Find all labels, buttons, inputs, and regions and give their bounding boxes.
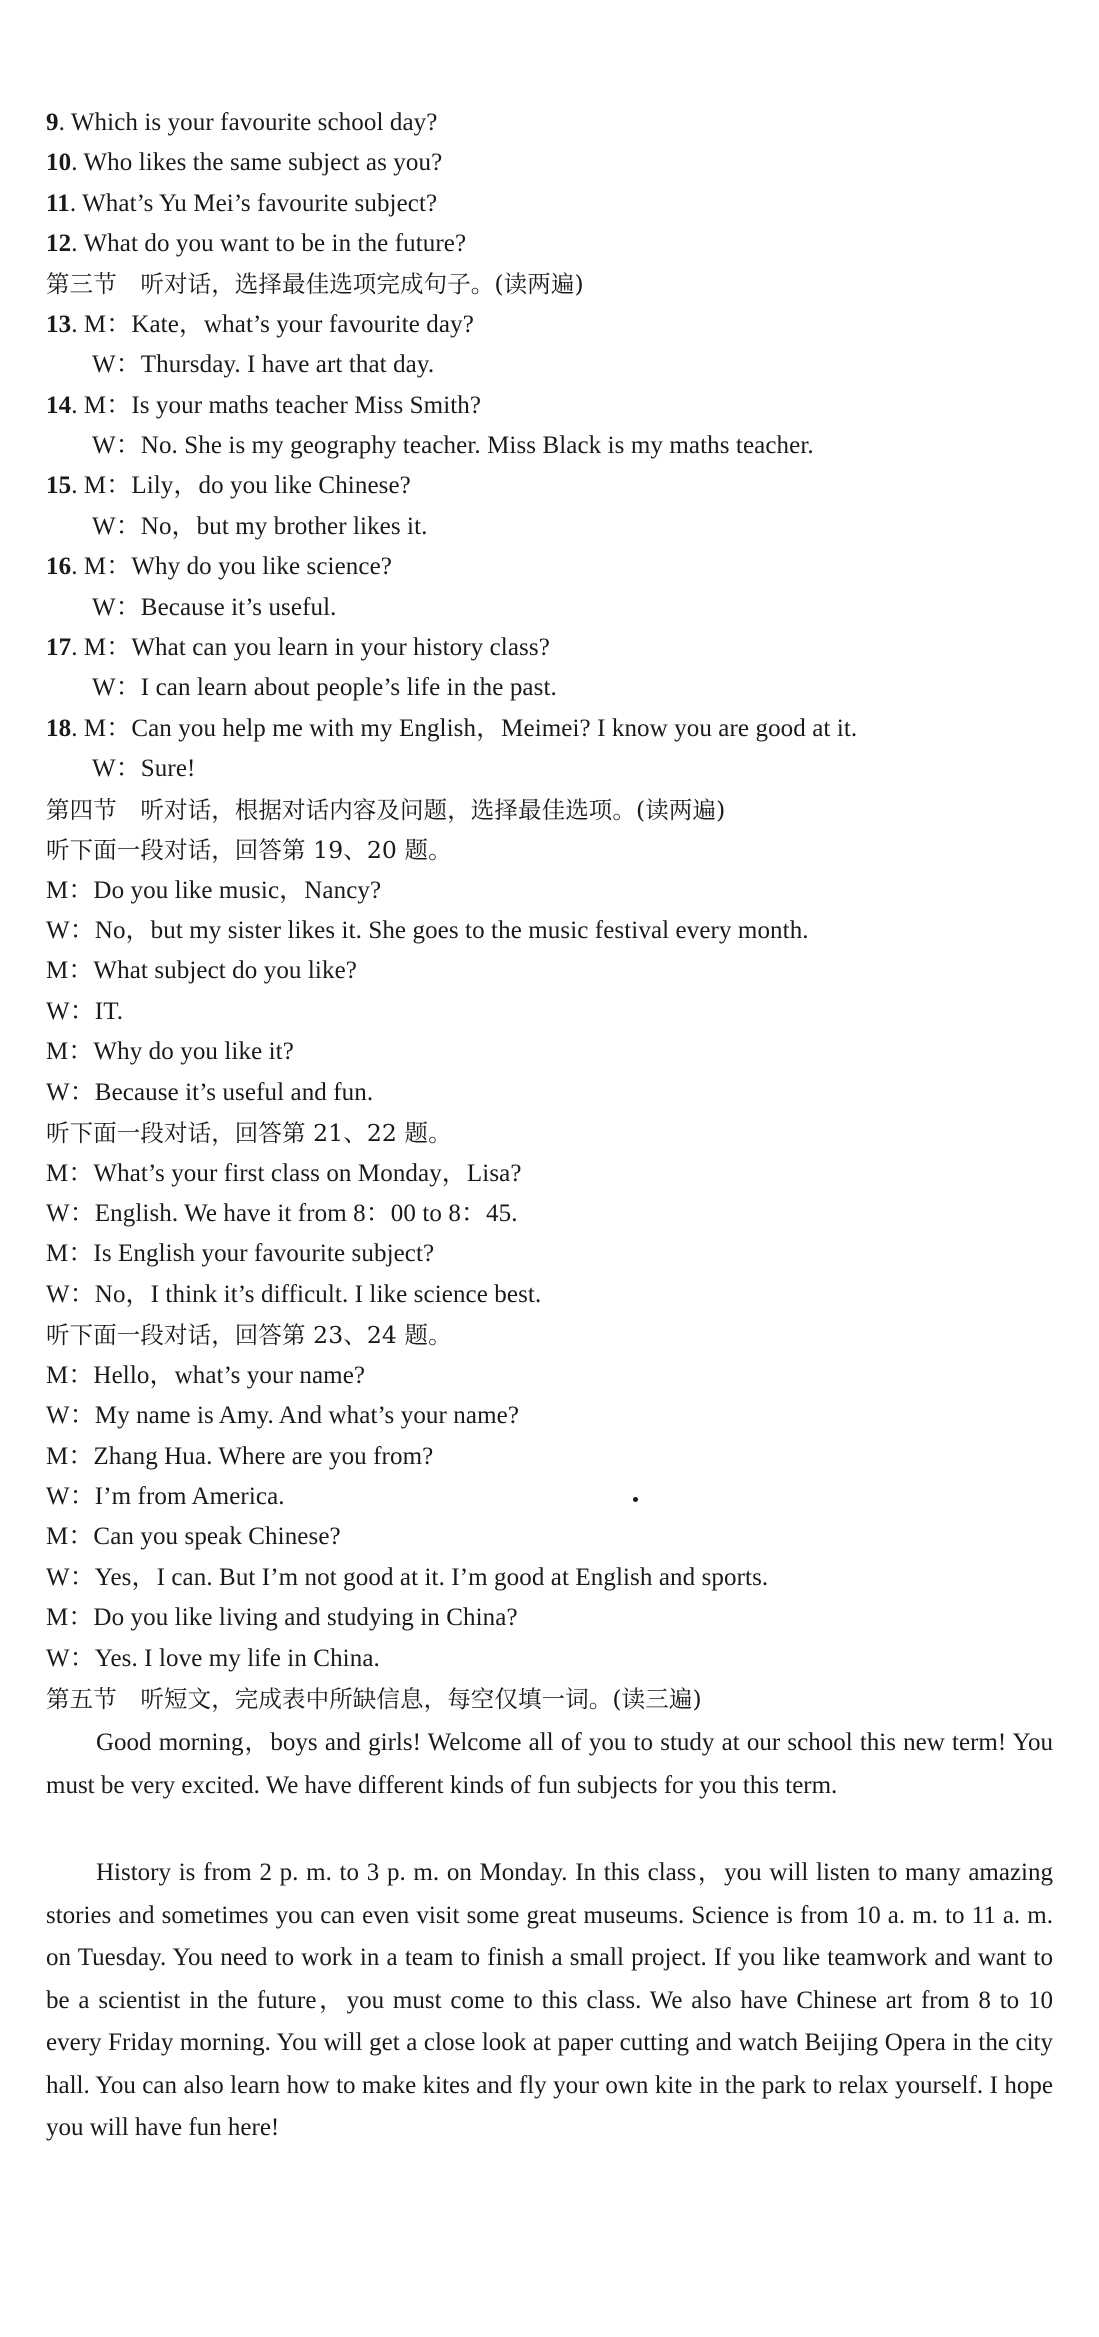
question-text: . What’s Yu Mei’s favourite subject? — [69, 190, 438, 217]
dialog-1-line: W：Because it’s useful and fun. — [46, 1079, 374, 1106]
dialog-3-line: W：Yes，I can. But I’m not good at it. I’m good at English and sports. — [46, 1564, 769, 1591]
dialog-17-w: W：I can learn about people’s life in the past. — [92, 674, 557, 701]
dialog-2-intro: 听下面一段对话，回答第 21、22 题。 — [46, 1119, 452, 1147]
question-number: 10 — [46, 149, 72, 176]
question-text: . What do you want to be in the future? — [71, 230, 467, 257]
dialog-1-line: W：No，but my sister likes it. She goes to the music festival every month. — [46, 917, 809, 944]
question-number: 11 — [46, 190, 70, 217]
passage-paragraph-2: History is from 2 p. m. to 3 p. m. on Monday. In this class，you will listen to many amazing stories and sometimes you can even visit some great museums. Science is from 10 a. m. to 11 a. m. on Tuesday. You need to work in a team to finish a small project. If you like teamwork and want to be a scientist in the future，you must come to this class. We also have Chinese art from 8 to 10 every Friday morning. You will get a close look at paper cutting and watch Beijing Opera in the city hall. You can also learn how to make kites and fly your own kite in the park to relax yourself. I hope you will have fun here! — [46, 1859, 1053, 2141]
question-text: . Who likes the same subject as you? — [71, 149, 443, 176]
dialog-17-m — [46, 628, 550, 668]
dialog-3-line: M：Can you speak Chinese? — [46, 1523, 341, 1550]
dialog-1-line: M：Why do you like it? — [46, 1038, 294, 1065]
dialog-line: . M：Kate，what’s your favourite day? — [71, 311, 474, 338]
dialog-line: . M：Is your maths teacher Miss Smith? — [71, 392, 482, 419]
dialog-3-line: M：Do you like living and studying in China? — [46, 1604, 518, 1631]
question-number: 12 — [46, 230, 72, 257]
dialog-3-intro: 听下面一段对话，回答第 23、24 题。 — [46, 1321, 452, 1349]
dialog-1-line: W：IT. — [46, 998, 124, 1025]
item-number: 16 — [46, 553, 72, 580]
dialog-2-line: W：English. We have it from 8：00 to 8：45. — [46, 1200, 518, 1227]
dialog-line: . M：Can you help me with my English，Meimei? I know you are good at it. — [71, 715, 858, 742]
stray-dot-mark — [633, 1497, 638, 1502]
dialog-15-w: W：No，but my brother likes it. — [92, 513, 428, 540]
question-text: . Which is your favourite school day? — [58, 109, 438, 136]
item-number: 18 — [46, 715, 72, 742]
dialog-3-line: M：Zhang Hua. Where are you from? — [46, 1443, 434, 1470]
dialog-3-line: M：Hello，what’s your name? — [46, 1362, 366, 1389]
item-number: 17 — [46, 634, 72, 661]
item-number: 14 — [46, 392, 72, 419]
dialog-3-line: W：I’m from America. — [46, 1483, 285, 1510]
dialog-1-intro: 听下面一段对话，回答第 19、20 题。 — [46, 836, 452, 864]
passage-paragraph-1: Good morning，boys and girls! Welcome all of you to study at our school this new term! You must be very excited. We have different kinds of fun subjects for you this term. — [46, 1729, 1053, 1799]
dialog-18-m — [46, 709, 857, 749]
dialog-15-m — [46, 466, 411, 506]
item-number: 15 — [46, 472, 72, 499]
dialog-line: . M：Lily，do you like Chinese? — [71, 472, 411, 499]
dialog-18-w: W：Sure! — [92, 755, 196, 782]
section-4-heading: 第四节 听对话，根据对话内容及问题，选择最佳选项。(读两遍) — [46, 796, 726, 824]
dialog-line: . M：Why do you like science? — [71, 553, 392, 580]
question-9 — [46, 103, 437, 143]
question-11 — [46, 184, 437, 224]
dialog-2-line: M：What’s your first class on Monday，Lisa? — [46, 1160, 522, 1187]
dialog-16-m — [46, 547, 392, 587]
question-10 — [46, 143, 442, 183]
dialog-13-w: W：Thursday. I have art that day. — [92, 351, 435, 378]
dialog-16-w: W：Because it’s useful. — [92, 594, 337, 621]
dialog-13-m — [46, 305, 474, 345]
question-12 — [46, 224, 466, 264]
dialog-2-line: M：Is English your favourite subject? — [46, 1240, 435, 1267]
dialog-14-w: W：No. She is my geography teacher. Miss Black is my maths teacher. — [92, 432, 814, 459]
dialog-line: . M：What can you learn in your history class? — [71, 634, 550, 661]
section-5-heading: 第五节 听短文，完成表中所缺信息，每空仅填一词。(读三遍) — [46, 1685, 702, 1713]
dialog-1-line: M：What subject do you like? — [46, 957, 357, 984]
dialog-1-line: M：Do you like music，Nancy? — [46, 877, 382, 904]
question-number: 9 — [46, 109, 59, 136]
dialog-2-line: W：No，I think it’s difficult. I like science best. — [46, 1281, 542, 1308]
dialog-14-m — [46, 386, 481, 426]
dialog-3-line: W：Yes. I love my life in China. — [46, 1645, 380, 1672]
item-number: 13 — [46, 311, 72, 338]
dialog-3-line: W：My name is Amy. And what’s your name? — [46, 1402, 520, 1429]
section-3-heading: 第三节 听对话，选择最佳选项完成句子。(读两遍) — [46, 270, 584, 298]
